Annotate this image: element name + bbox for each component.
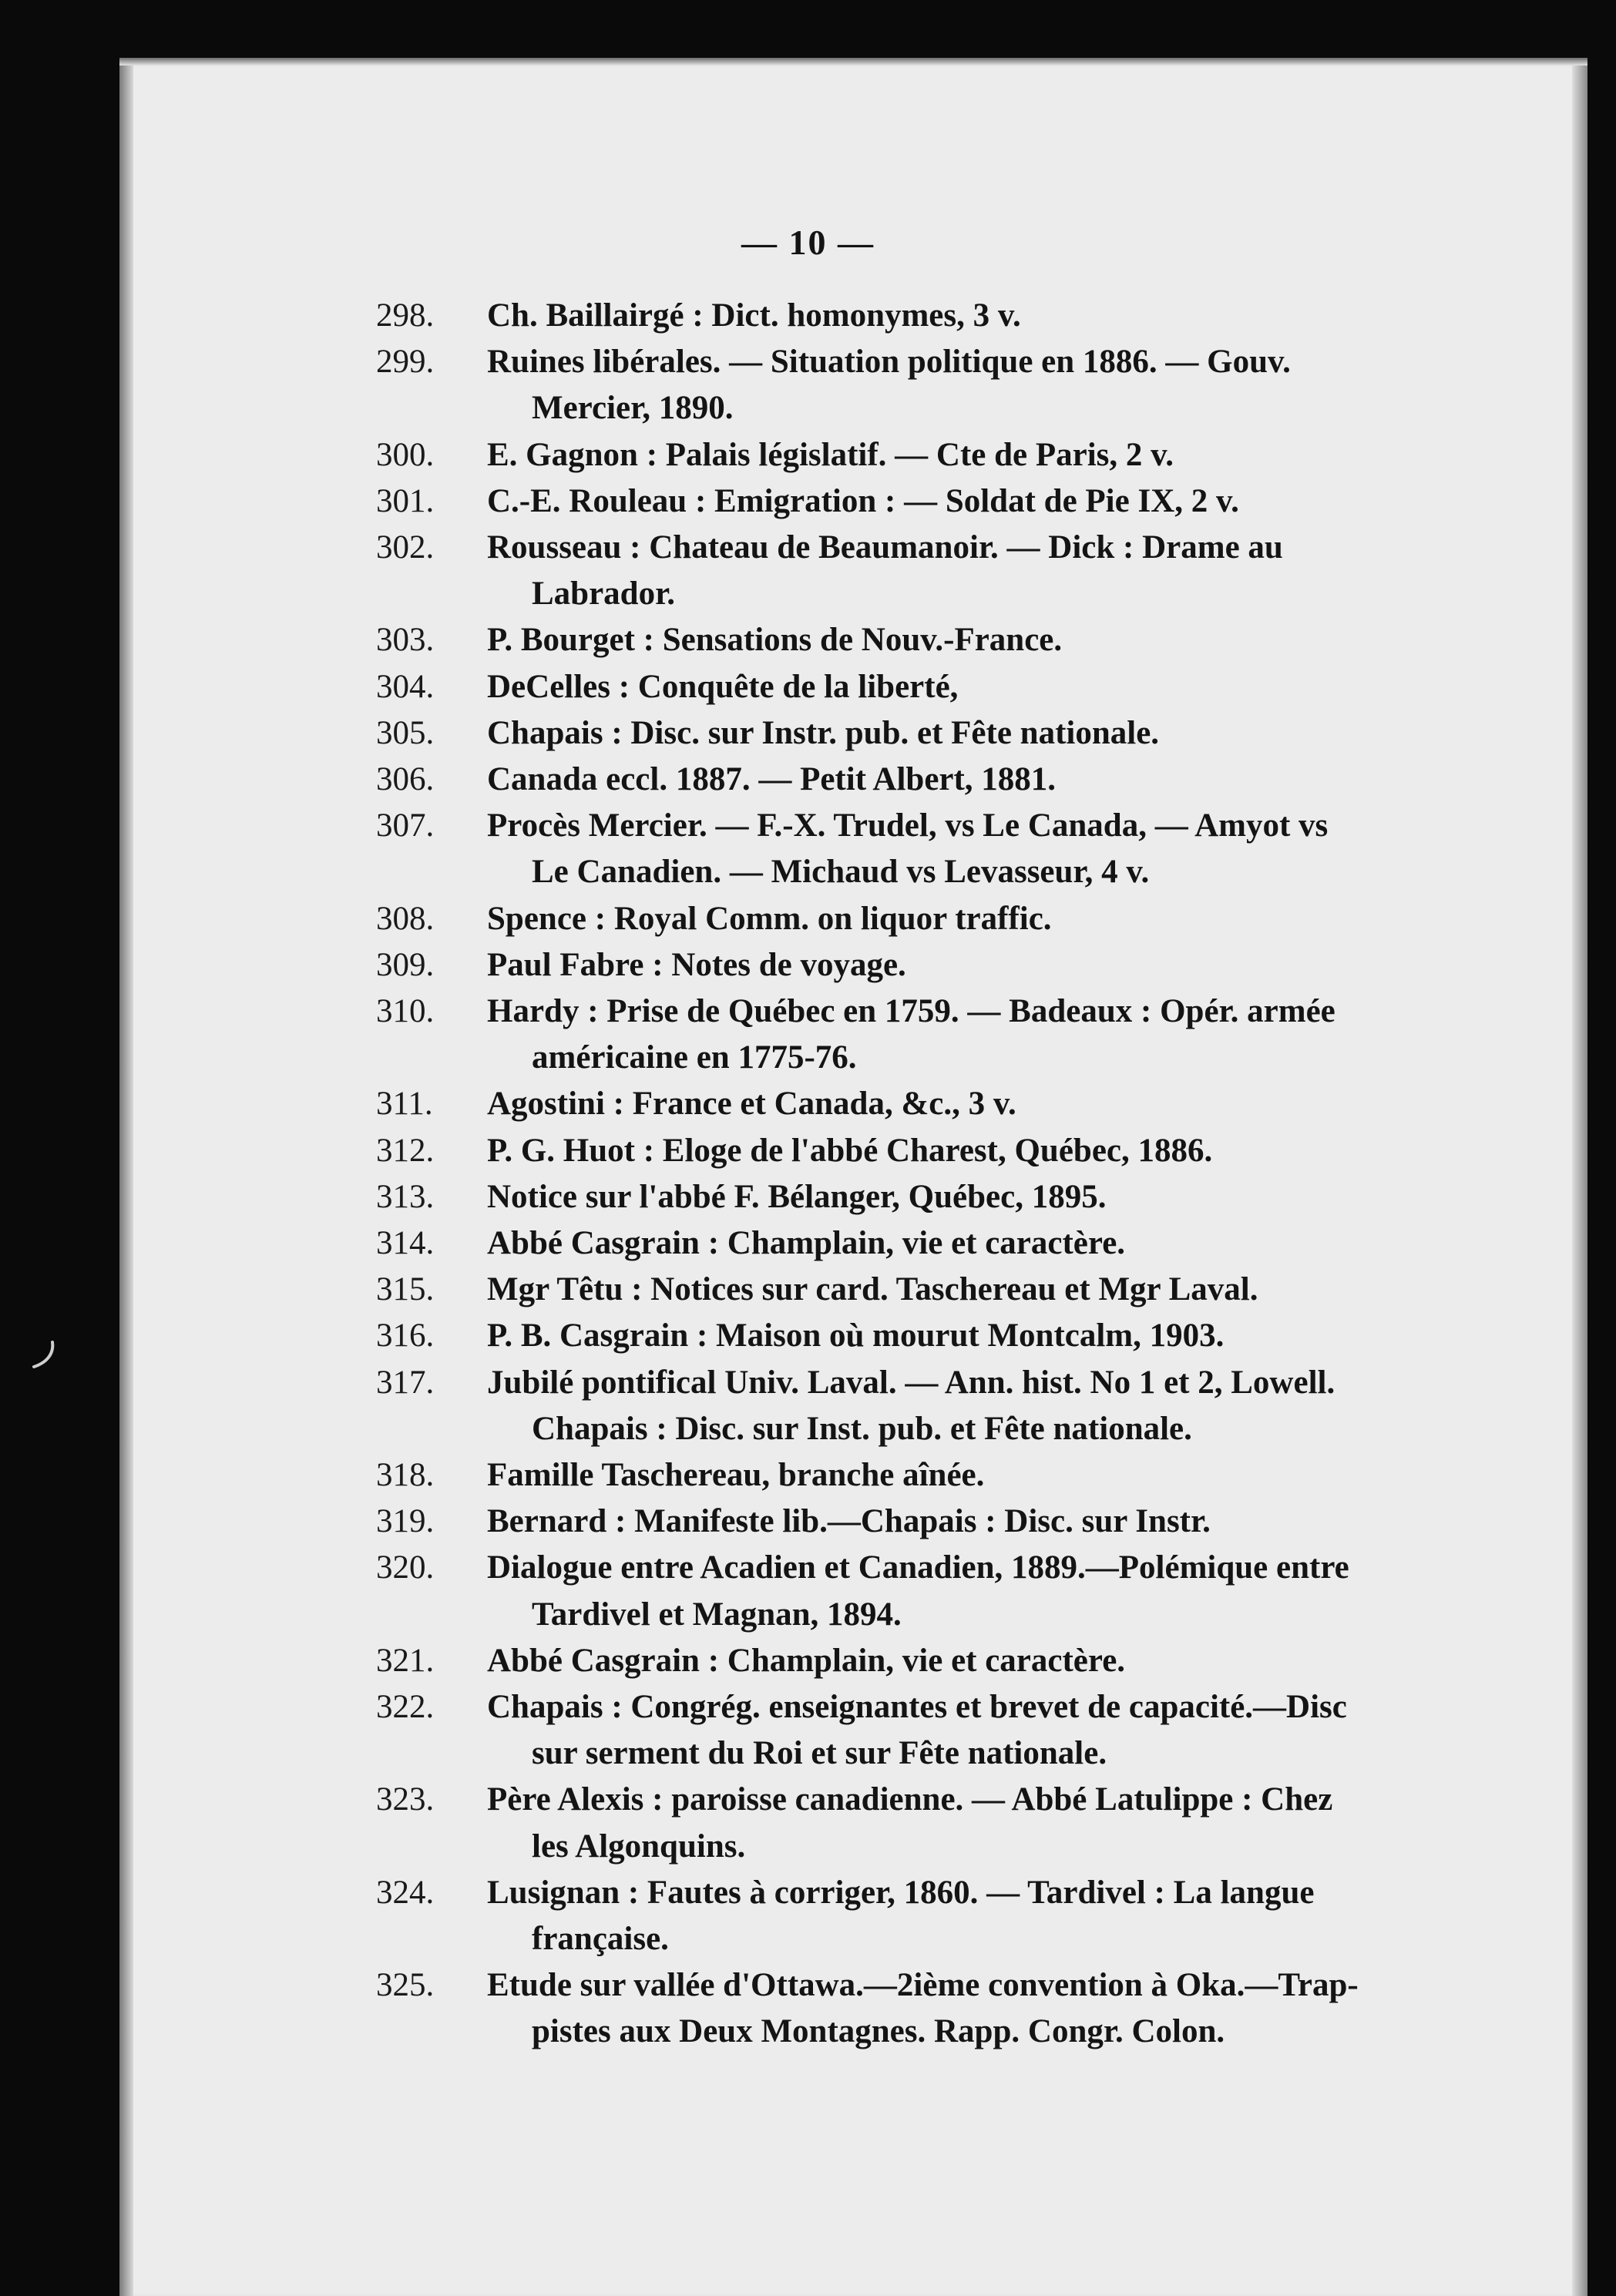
entry-number: 309.	[376, 946, 435, 983]
entry-number: 325.	[376, 1967, 435, 2004]
entry-number: 298.	[376, 297, 435, 334]
entry-text: P. B. Casgrain : Maison où mourut Montcalm, 1903.	[487, 1318, 1225, 1354]
catalogue-entry	[0, 1688, 1616, 1772]
entry-text: Lusignan : Fautes à corriger, 1860. — Tardivel : La langue	[487, 1874, 1315, 1911]
entry-number: 307.	[376, 807, 435, 844]
entry-text-continuation: les Algonquins.	[532, 1828, 746, 1865]
entry-text-continuation: américaine en 1775-76.	[532, 1039, 857, 1076]
entry-text: DeCelles : Conquête de la liberté,	[487, 668, 959, 705]
entry-text-continuation: française.	[532, 1920, 669, 1957]
entry-text: P. G. Huot : Eloge de l'abbé Charest, Québec, 1886.	[487, 1132, 1213, 1169]
page-edge-top	[119, 58, 1587, 65]
entry-text: Famille Taschereau, branche aînée.	[487, 1457, 985, 1493]
catalogue-entry	[0, 1549, 1616, 1633]
catalogue-entry	[0, 1271, 1616, 1317]
entry-number: 310.	[376, 993, 435, 1029]
catalogue-entry	[0, 714, 1616, 760]
entry-text: Bernard : Manifeste lib.—Chapais : Disc. sur Instr.	[487, 1503, 1211, 1540]
entry-text: Procès Mercier. — F.-X. Trudel, vs Le Canada, — Amyot vs	[487, 807, 1329, 844]
entry-text-continuation: Le Canadien. — Michaud vs Levasseur, 4 v.	[532, 854, 1150, 891]
entry-number: 323.	[376, 1781, 435, 1818]
entry-number: 301.	[376, 482, 435, 519]
catalogue-entry	[0, 668, 1616, 714]
entry-number: 315.	[376, 1271, 435, 1308]
entry-text-continuation: pistes aux Deux Montagnes. Rapp. Congr. Colon.	[532, 2013, 1225, 2050]
catalogue-entry	[0, 621, 1616, 667]
catalogue-entry	[0, 1224, 1616, 1271]
catalogue-entry	[0, 1642, 1616, 1688]
entry-number: 313.	[376, 1178, 435, 1215]
catalogue-entry	[0, 436, 1616, 482]
entry-text: Paul Fabre : Notes de voyage.	[487, 946, 906, 983]
entry-number: 306.	[376, 761, 435, 797]
entry-number: 318.	[376, 1457, 435, 1493]
entry-text: Canada eccl. 1887. — Petit Albert, 1881.	[487, 761, 1057, 797]
entry-text: Agostini : France et Canada, &c., 3 v.	[487, 1086, 1016, 1123]
entry-text: Spence : Royal Comm. on liquor traffic.	[487, 900, 1052, 937]
catalogue-entry	[0, 482, 1616, 529]
entry-text-continuation: Labrador.	[532, 576, 675, 613]
entry-text: Père Alexis : paroisse canadienne. — Abbé Latulippe : Chez	[487, 1781, 1333, 1818]
entry-text: Ruines libérales. — Situation politique en 1886. — Gouv.	[487, 344, 1291, 381]
catalogue-entry	[0, 1456, 1616, 1502]
entry-text: Abbé Casgrain : Champlain, vie et caractère.	[487, 1225, 1126, 1261]
entry-number: 314.	[376, 1225, 435, 1261]
entry-number: 303.	[376, 622, 435, 659]
entry-number: 300.	[376, 436, 435, 473]
entry-text: Notice sur l'abbé F. Bélanger, Québec, 1895.	[487, 1178, 1107, 1215]
catalogue-entry	[0, 900, 1616, 946]
entry-number: 321.	[376, 1642, 435, 1679]
catalogue-entry	[0, 992, 1616, 1076]
entry-number: 320.	[376, 1549, 435, 1586]
catalogue-entry	[0, 1966, 1616, 2050]
entry-text-continuation: Tardivel et Magnan, 1894.	[532, 1596, 902, 1633]
entry-number: 316.	[376, 1318, 435, 1354]
catalogue-entry	[0, 1364, 1616, 1447]
entry-text-continuation: sur serment du Roi et sur Fête nationale.	[532, 1735, 1107, 1772]
catalogue-entry	[0, 1781, 1616, 1865]
catalogue-entry	[0, 529, 1616, 613]
entry-number: 319.	[376, 1503, 435, 1540]
catalogue-entry	[0, 1502, 1616, 1549]
catalogue-entry	[0, 946, 1616, 992]
entry-text: Chapais : Disc. sur Instr. pub. et Fête nationale.	[487, 714, 1160, 751]
catalogue-entry	[0, 1132, 1616, 1178]
entry-text-continuation: Mercier, 1890.	[532, 390, 734, 427]
entry-number: 299.	[376, 344, 435, 381]
entry-text: Dialogue entre Acadien et Canadien, 1889.—Polémique entre	[487, 1549, 1349, 1586]
entry-number: 304.	[376, 668, 435, 705]
entry-text: Etude sur vallée d'Ottawa.—2ième convention à Oka.—Trap-	[487, 1967, 1359, 2004]
entry-text: E. Gagnon : Palais législatif. — Cte de Paris, 2 v.	[487, 436, 1174, 473]
entry-text: Chapais : Congrég. enseignantes et brevet de capacité.—Disc	[487, 1689, 1347, 1725]
entry-number: 312.	[376, 1132, 435, 1169]
entry-text: Abbé Casgrain : Champlain, vie et caractère.	[487, 1642, 1126, 1679]
entry-number: 305.	[376, 714, 435, 751]
entry-text: P. Bourget : Sensations de Nouv.-France.	[487, 622, 1063, 659]
entry-text: Ch. Baillairgé : Dict. homonymes, 3 v.	[487, 297, 1021, 334]
entry-text: Jubilé pontifical Univ. Laval. — Ann. hist. No 1 et 2, Lowell.	[487, 1364, 1335, 1401]
entry-number: 311.	[376, 1086, 433, 1123]
catalogue-entry	[0, 1085, 1616, 1131]
catalogue-entry	[0, 1178, 1616, 1224]
entry-text: C.-E. Rouleau : Emigration : — Soldat de Pie IX, 2 v.	[487, 482, 1239, 519]
entry-text-continuation: Chapais : Disc. sur Inst. pub. et Fête nationale.	[532, 1410, 1192, 1447]
entry-number: 302.	[376, 529, 435, 566]
catalogue-entry	[0, 807, 1616, 891]
entry-number: 308.	[376, 900, 435, 937]
entry-text: Mgr Têtu : Notices sur card. Taschereau et Mgr Laval.	[487, 1271, 1258, 1308]
catalogue-entry	[0, 760, 1616, 807]
entry-number: 317.	[376, 1364, 435, 1401]
entry-number: 324.	[376, 1874, 435, 1911]
catalogue-entry	[0, 1874, 1616, 1957]
catalogue-entry	[0, 343, 1616, 427]
page-number: — 10 —	[741, 223, 875, 262]
entry-number: 322.	[376, 1689, 435, 1725]
catalogue-entry	[0, 297, 1616, 343]
catalogue-entry	[0, 1317, 1616, 1363]
entry-text: Hardy : Prise de Québec en 1759. — Badeaux : Opér. armée	[487, 993, 1335, 1029]
entry-text: Rousseau : Chateau de Beaumanoir. — Dick : Drame au	[487, 529, 1283, 566]
